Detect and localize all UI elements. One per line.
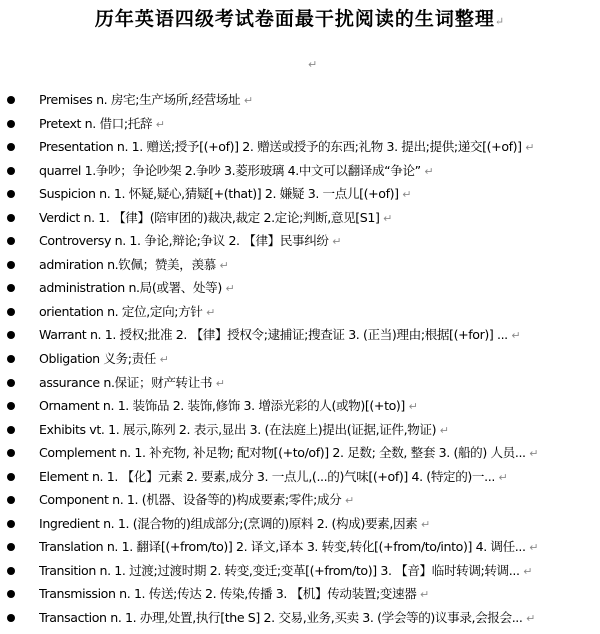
- list-item: [0, 582, 600, 606]
- vocab-entry: Complement n. 1. 补充物, 补足物; 配对物[(+to/of)] 2. 足数; 全数, 整套 3. (船的) 人员... ↵: [39, 445, 539, 461]
- vocab-entry: quarrel 1.争吵；争论吵架 2.争吵 3.菱形玻璃 4.中文可以翻译成“争论” ↵: [39, 162, 434, 178]
- bullet-icon: [7, 449, 15, 457]
- vocab-entry: Controversy n. 1. 争论,辩论;争议 2. 【律】民事纠纷 ↵: [39, 233, 342, 249]
- list-item: [0, 535, 600, 559]
- vocab-entry: Transmission n. 1. 传送;传达 2. 传染,传播 3. 【机】传动装置;变速器 ↵: [39, 586, 429, 602]
- vocab-entry: assurance n.保证；财产转让书 ↵: [39, 374, 225, 390]
- vocab-entry: Translation n. 1. 翻译[(+from/to)] 2. 译文,译本 3. 转变,转化[(+from/to/into)] 4. 调任... ↵: [39, 539, 539, 555]
- vocab-entry: Presentation n. 1. 赠送;授予[(+of)] 2. 赠送或授予的东西;礼物 3. 提出;提供;递交[(+of)] ↵: [39, 139, 535, 155]
- page-title: 历年英语四级考试卷面最干扰阅读的生词整理↵: [94, 8, 506, 30]
- bullet-icon: [7, 331, 15, 339]
- vocab-entry: Pretext n. 借口;托辞 ↵: [39, 115, 165, 131]
- bullet-icon: [7, 237, 15, 245]
- bullet-icon: [7, 120, 15, 128]
- vocab-entry: Obligation 义务;责任 ↵: [39, 351, 169, 367]
- vocab-entry: administration n.局(或署、处等) ↵: [39, 280, 235, 296]
- bullet-icon: [7, 308, 15, 316]
- vocab-entry: orientation n. 定位,定向;方针 ↵: [39, 303, 215, 319]
- bullet-icon: [7, 590, 15, 598]
- list-item: [0, 347, 600, 371]
- vocab-entry: Verdict n. 1. 【律】(陪审团的)裁决,裁定 2.定论;判断,意见[S1] ↵: [39, 209, 392, 225]
- vocab-entry: Component n. 1. (机器、设备等的)构成要素;零件;成分 ↵: [39, 492, 354, 508]
- list-item: [0, 418, 600, 442]
- list-item: [0, 441, 600, 465]
- vocab-entry: Ornament n. 1. 装饰品 2. 装饰,修饰 3. 增添光彩的人(或物)[(+to)] ↵: [39, 398, 418, 414]
- bullet-icon: [7, 190, 15, 198]
- vocab-entry: Transition n. 1. 过渡;过渡时期 2. 转变,变迁;变革[(+from/to)] 3. 【音】临时转调;转调... ↵: [39, 562, 533, 578]
- list-item: [0, 371, 600, 395]
- bullet-icon: [7, 96, 15, 104]
- bullet-icon: [7, 355, 15, 363]
- paragraph-mark: ↵: [494, 15, 506, 28]
- bullet-icon: [7, 543, 15, 551]
- list-item: [0, 559, 600, 583]
- list-item: [0, 276, 600, 300]
- list-item: [0, 135, 600, 159]
- list-item: [0, 606, 600, 630]
- bullet-icon: [7, 261, 15, 269]
- list-item: [0, 488, 600, 512]
- vocab-entry: Transaction n. 1. 办理,处置,执行[the S] 2. 交易,业务,买卖 3. (学会等的)议事录,会报会... ↵: [39, 610, 535, 626]
- paragraph-mark: ↵: [308, 58, 318, 71]
- list-item: [0, 465, 600, 489]
- bullet-icon: [7, 496, 15, 504]
- vocab-entry: Warrant n. 1. 授权;批准 2. 【律】授权令;逮捕证;搜查证 3. (正当)理由;根据[(+for)] ... ↵: [39, 327, 521, 343]
- bullet-icon: [7, 214, 15, 222]
- bullet-icon: [7, 167, 15, 175]
- list-item: [0, 394, 600, 418]
- list-item: [0, 229, 600, 253]
- vocabulary-list: [0, 88, 600, 630]
- bullet-icon: [7, 567, 15, 575]
- list-item: [0, 253, 600, 277]
- list-item: [0, 206, 600, 230]
- bullet-icon: [7, 473, 15, 481]
- list-item: [0, 323, 600, 347]
- vocab-entry: Suspicion n. 1. 怀疑,疑心,猜疑[+(that)] 2. 嫌疑 3. 一点儿[(+of)] ↵: [39, 186, 412, 202]
- list-item: [0, 300, 600, 324]
- bullet-icon: [7, 520, 15, 528]
- vocab-entry: Ingredient n. 1. (混合物的)组成部分;(烹调的)原料 2. (构成)要素,因素 ↵: [39, 515, 430, 531]
- bullet-icon: [7, 402, 15, 410]
- bullet-icon: [7, 379, 15, 387]
- bullet-icon: [7, 614, 15, 622]
- bullet-icon: [7, 284, 15, 292]
- list-item: [0, 512, 600, 536]
- bullet-icon: [7, 426, 15, 434]
- vocab-entry: admiration n.钦佩；赞美，羡慕 ↵: [39, 256, 229, 272]
- list-item: [0, 88, 600, 112]
- vocab-entry: Premises n. 房宅;生产场所,经营场址 ↵: [39, 92, 253, 107]
- list-item: [0, 182, 600, 206]
- vocab-entry: Exhibits vt. 1. 展示,陈列 2. 表示,显出 3. (在法庭上)提出(证据,证件,物证) ↵: [39, 421, 449, 437]
- list-item: [0, 112, 600, 136]
- bullet-icon: [7, 143, 15, 151]
- vocab-entry: Element n. 1. 【化】元素 2. 要素,成分 3. 一点儿,(...的)气味[(+of)] 4. (特定的)一... ↵: [39, 468, 508, 484]
- list-item: [0, 159, 600, 183]
